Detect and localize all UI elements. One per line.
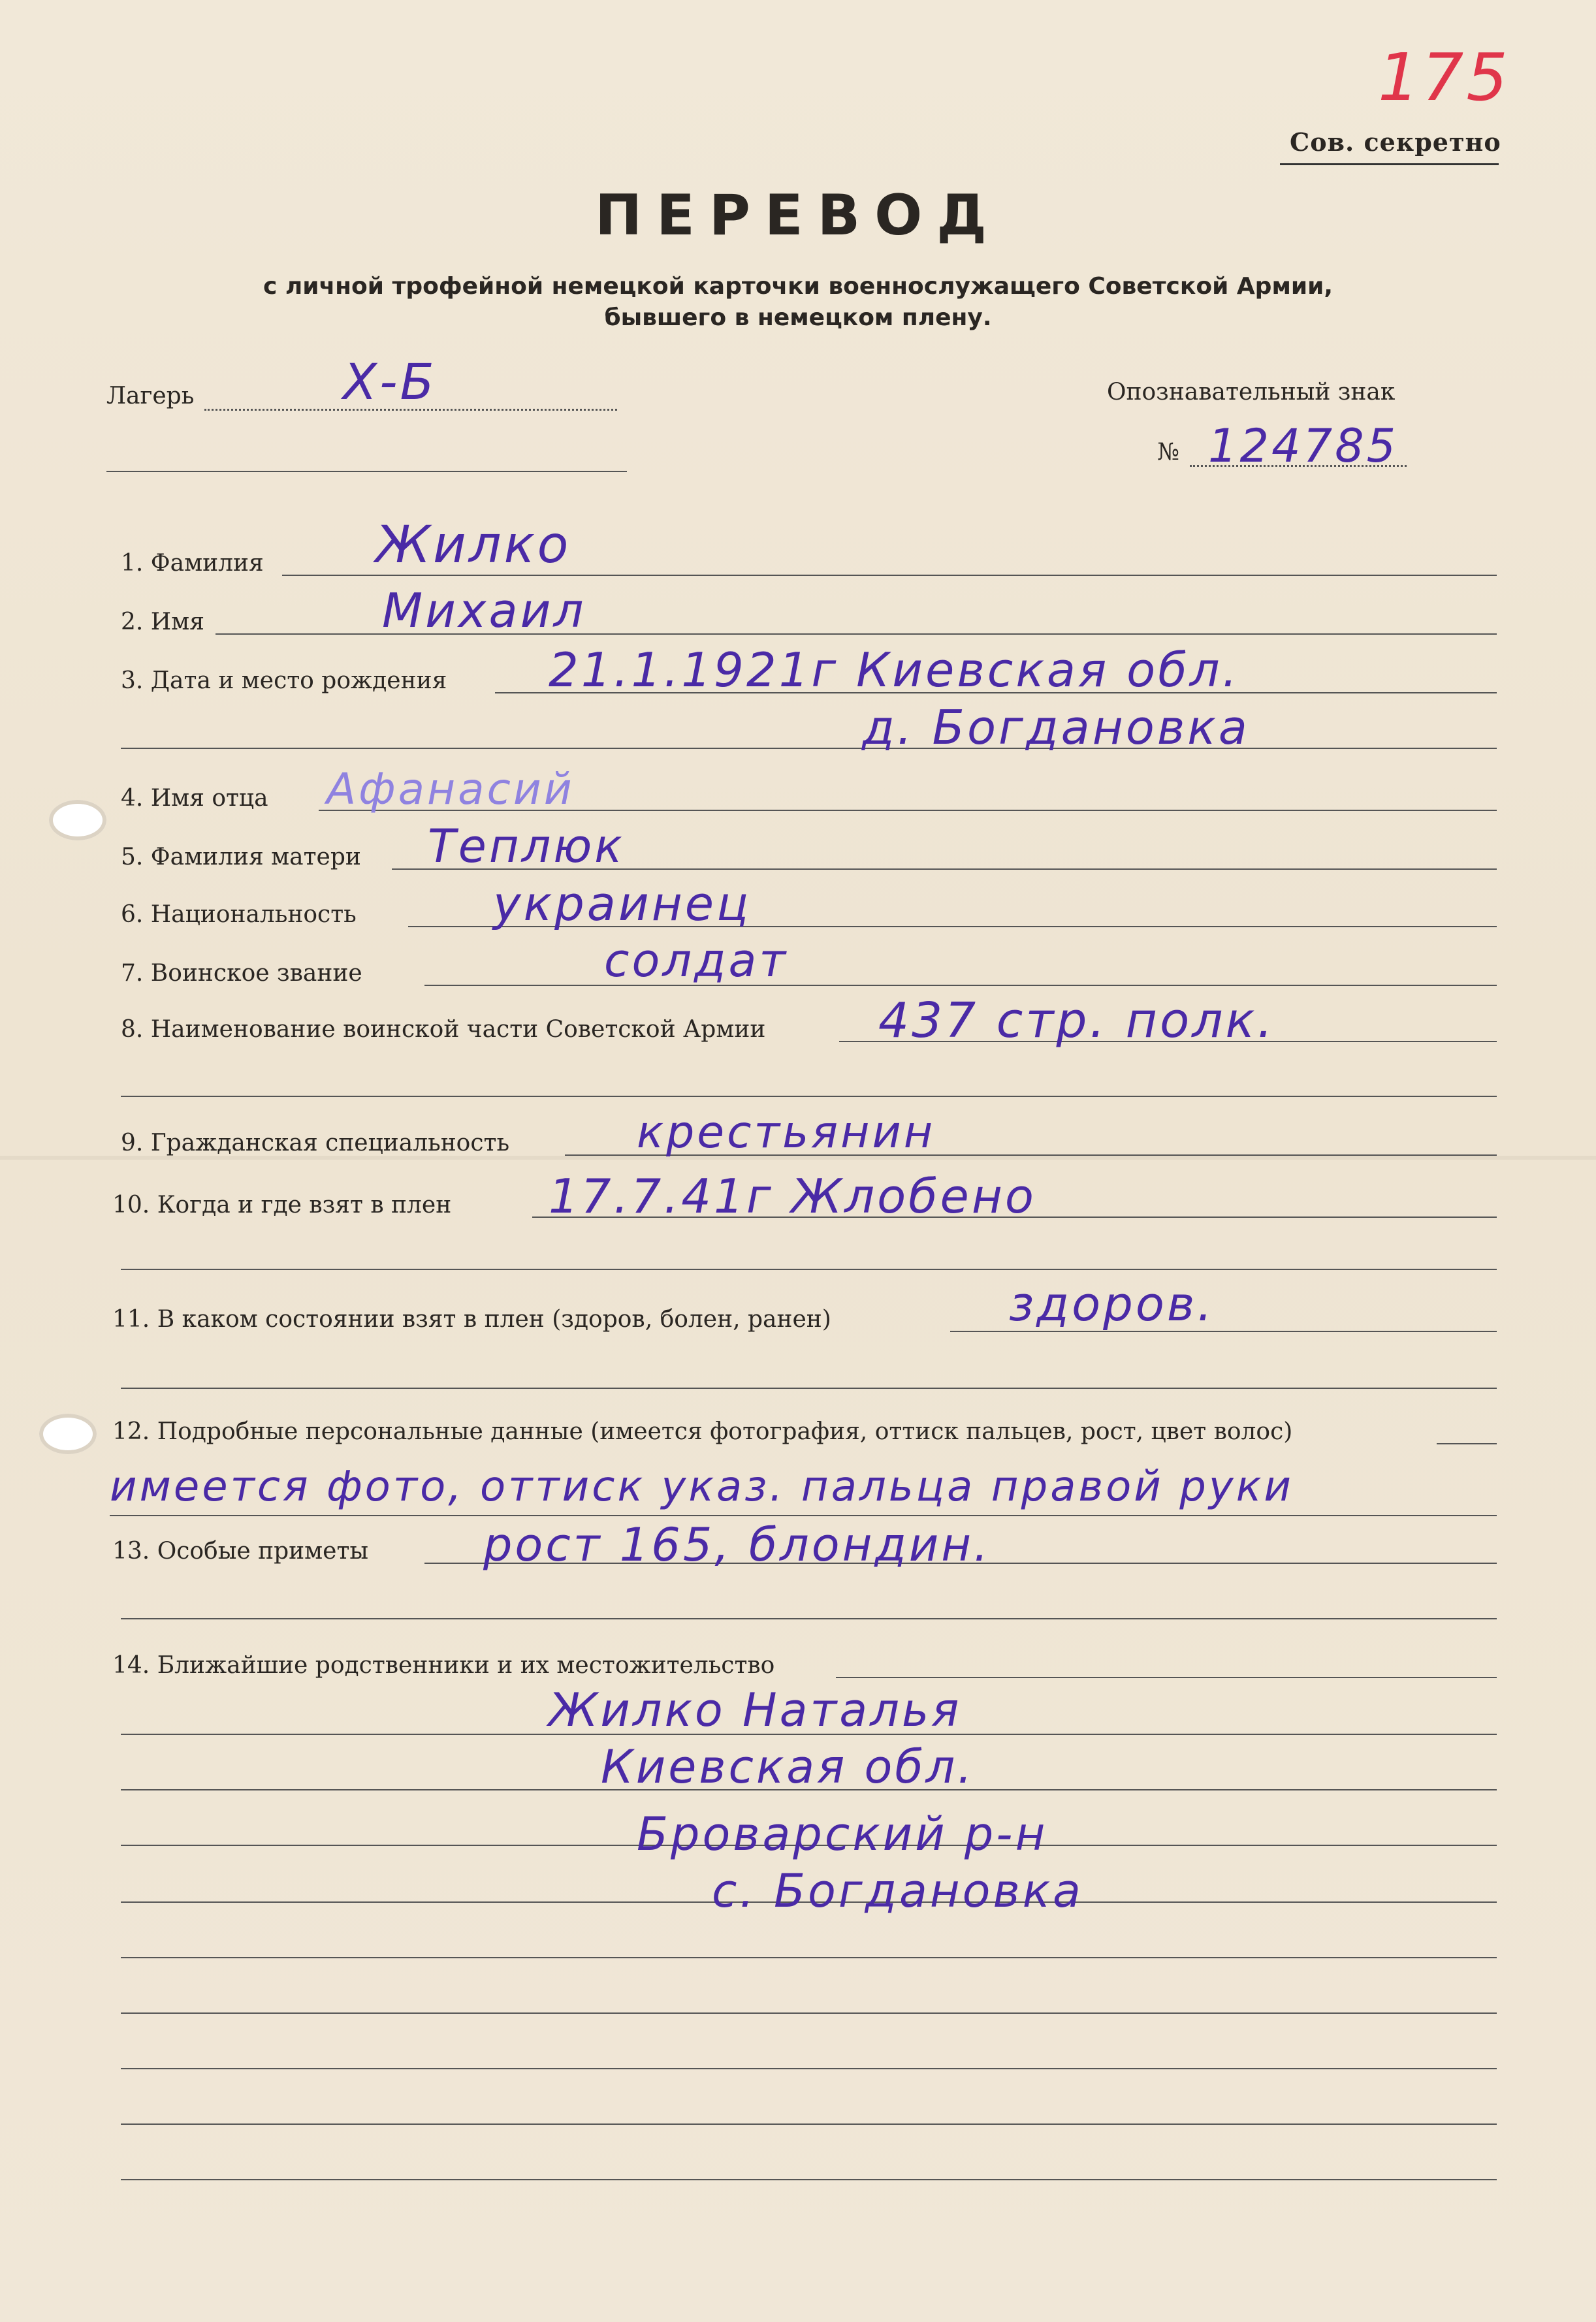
birth-value: 21.1.1921г Киевская обл. [549, 643, 1240, 697]
camp-label: Лагерь [106, 383, 195, 409]
condition-value: здоров. [1009, 1277, 1215, 1331]
relatives-rule-10 [121, 2179, 1497, 2180]
mother-surname-label: 5. Фамилия матери [121, 844, 361, 870]
personal-data-label: 12. Подробные персональные данные (имеется фотография, оттиск пальцев, рост, цвет волос) [112, 1418, 1293, 1445]
camp-rule-2 [106, 471, 627, 472]
subtitle-line-1: с личной трофейной немецкой карточки военнослужащего Советской Армии, [263, 273, 1333, 300]
relatives-rule [836, 1677, 1497, 1678]
rank-label: 7. Воинское звание [121, 960, 362, 987]
birth-rule-2 [121, 748, 1497, 749]
document-title: ПЕРЕВОД [595, 183, 1001, 248]
special-marks-value: рост 165, блондин. [483, 1518, 991, 1572]
birth-label: 3. Дата и место рождения [121, 667, 447, 694]
punch-hole-bottom [39, 1414, 97, 1454]
profession-label: 9. Гражданская специальность [121, 1130, 510, 1156]
mother-surname-value: Теплюк [428, 819, 625, 873]
relatives-label: 14. Ближайшие родственники и их местожительство [112, 1652, 775, 1679]
camp-value: Х-Б [343, 353, 437, 411]
first-name-label: 2. Имя [121, 609, 204, 635]
personal-data-rule-2 [110, 1515, 1497, 1516]
surname-label: 1. Фамилия [121, 550, 264, 577]
subtitle-line-2: бывшего в немецком плену. [604, 304, 992, 331]
captured-value: 17.7.41г Жлобено [549, 1169, 1036, 1224]
relatives-value-line-4: с. Богдановка [712, 1864, 1083, 1918]
condition-rule-2 [121, 1388, 1497, 1389]
punch-hole-top [49, 800, 106, 840]
relatives-rule-8 [121, 2068, 1497, 2069]
personal-data-value: имеется фото, оттиск указ. пальца правой руки [110, 1463, 1294, 1511]
profession-value: крестьянин [637, 1107, 936, 1158]
nationality-value: украинец [493, 876, 752, 931]
nationality-label: 6. Национальность [121, 901, 357, 928]
relatives-value-line-2: Киевская обл. [601, 1740, 975, 1794]
id-tag-label: Опознавательный знак [1107, 379, 1396, 406]
relatives-value-line-1: Жилко Наталья [549, 1683, 962, 1737]
relatives-rule-6 [121, 1957, 1497, 1958]
captured-rule-2 [121, 1269, 1497, 1270]
page-number: 175 [1378, 39, 1510, 116]
unit-value: 437 стр. полк. [878, 993, 1275, 1049]
condition-label: 11. В каком состоянии взят в плен (здоров, болен, ранен) [112, 1306, 831, 1333]
first-name-value: Михаил [382, 583, 586, 638]
relatives-rule-7 [121, 2012, 1497, 2014]
personal-data-rule [1437, 1443, 1497, 1444]
id-number-sign: № [1157, 439, 1180, 466]
father-name-label: 4. Имя отца [121, 785, 268, 812]
relatives-value-line-3: Броварский р-н [637, 1807, 1048, 1861]
special-marks-rule-2 [121, 1618, 1497, 1619]
surname-rule [282, 575, 1497, 576]
captured-label: 10. Когда и где взят в плен [112, 1192, 452, 1218]
unit-rule-2 [121, 1096, 1497, 1097]
id-number-value: 124785 [1208, 419, 1399, 473]
relatives-rule-9 [121, 2123, 1497, 2125]
classification-stamp: Сов. секретно [1290, 127, 1501, 157]
special-marks-label: 13. Особые приметы [112, 1538, 369, 1565]
surname-value: Жилко [375, 516, 571, 575]
father-name-value: Афанасий [327, 764, 575, 814]
birth-place-value: д. Богдановка [862, 700, 1250, 755]
classification-underline [1280, 163, 1499, 165]
unit-label: 8. Наименование воинской части Советской Армии [121, 1016, 766, 1043]
rank-rule [424, 985, 1497, 986]
rank-value: солдат [604, 934, 789, 987]
